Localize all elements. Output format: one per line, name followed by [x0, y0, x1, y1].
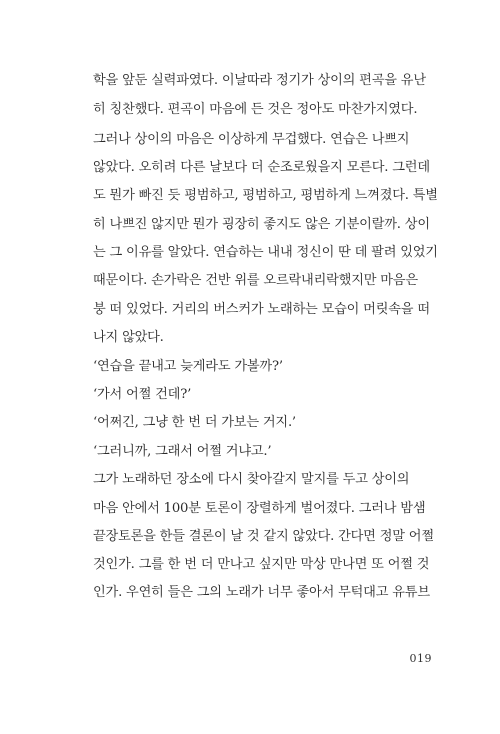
text-line: 붕 떠 있었다. 거리의 버스커가 노래하는 모습이 머릿속을 떠	[93, 302, 430, 317]
text-line: 학을 앞둔 실력파였다. 이날따라 정기가 상이의 편곡을 유난	[93, 73, 426, 88]
text-line: ‘어쩌긴, 그냥 한 번 더 가보는 거지.’	[93, 415, 296, 430]
text-line: 인가. 우연히 들은 그의 노래가 너무 좋아서 무턱대고 유튜브	[93, 585, 430, 600]
text-line: 나지 않았다.	[93, 330, 164, 345]
page-number: 019	[409, 652, 432, 665]
text-line: 때문이다. 손가락은 건반 위를 오르락내리락했지만 마음은	[93, 273, 418, 288]
text-line: 는 그 이유를 알았다. 연습하는 내내 정신이 딴 데 팔려 있었기	[93, 245, 438, 260]
text-line: 히 나쁘진 않지만 뭔가 굉장히 좋지도 않은 기분이랄까. 상이	[93, 217, 430, 232]
text-line: ‘그러니까, 그래서 어쩔 거냐고.’	[93, 444, 272, 459]
text-line: 것인가. 그를 한 번 더 만나고 싶지만 막상 만나면 또 어쩔 것	[93, 557, 430, 572]
text-line: ‘가서 어쩔 건데?’	[93, 387, 192, 402]
text-line: ‘연습을 끝내고 늦게라도 가볼까?’	[93, 359, 283, 374]
text-line: 그가 노래하던 장소에 다시 찾아갈지 말지를 두고 상이의	[93, 472, 410, 487]
text-line: 도 뭔가 빠진 듯 평범하고, 평범하고, 평범하게 느껴졌다. 특별	[93, 188, 438, 203]
text-line: 히 칭찬했다. 편곡이 마음에 든 것은 정아도 마찬가지였다.	[93, 102, 418, 117]
text-line: 마음 안에서 100분 토론이 장렬하게 벌어졌다. 그러나 밤샘	[93, 501, 426, 516]
text-line: 그러나 상이의 마음은 이상하게 무겁했다. 연습은 나쁘지	[93, 132, 410, 147]
text-line: 않았다. 오히려 다른 날보다 더 순조로웠을지 모른다. 그런데	[93, 160, 430, 175]
text-line: 끝장토론을 한들 결론이 날 것 같지 않았다. 간다면 정말 어쩔	[93, 529, 434, 544]
